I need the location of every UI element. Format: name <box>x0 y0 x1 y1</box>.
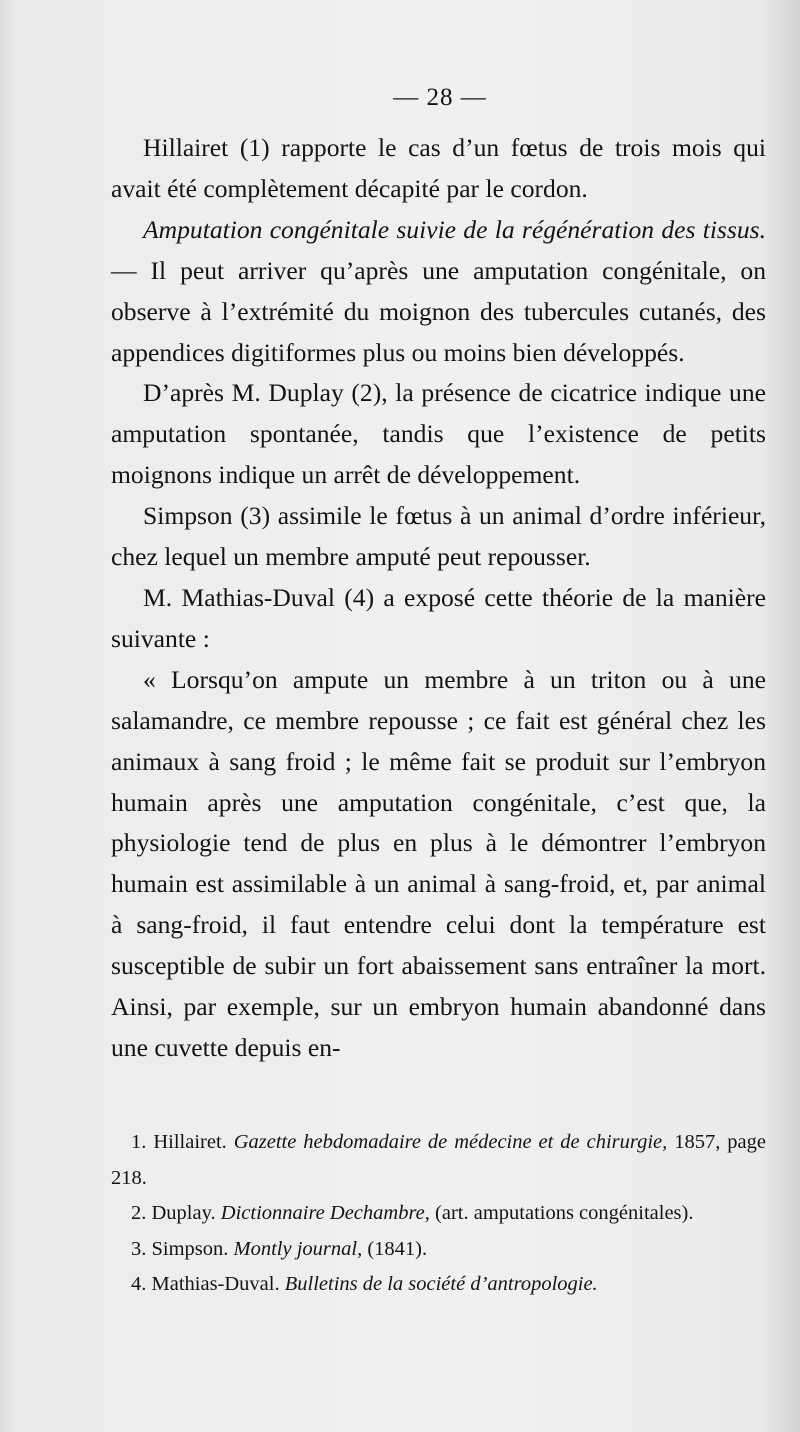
footnote-3 <box>111 1232 766 1268</box>
paragraph-amputation-text: — Il peut arriver qu’après une amputation congénitale, on observe à l’extrémité du moignon des tubercules cutanés, des appendices digitiformes plus ou moins bien développés. <box>111 255 766 367</box>
paragraph-duplay: D’après M. Duplay (2), la présence de cicatrice indique une amputation spontanée, tandis que l’existence de petits moignons indique un arrêt de développement. <box>111 378 766 490</box>
footnote-2 <box>111 1196 766 1232</box>
footnote-4-lead: 4. Mathias-Duval. <box>131 1273 285 1295</box>
paragraph-quote: « Lorsqu’on ampute un membre à un triton ou à une salamandre, ce membre repousse ; ce fait est général chez les animaux à sang froid ; le même fait se produit sur l’embryon humain après une amputation congénitale, c’est que, la physiologie tend de plus en plus à le démontrer l’embryon humain est assimilable à un animal à sang-froid, et, par animal à sang-froid, il faut entendre celui dont la température est susceptible de subir un fort abaissement sans entraîner la mort. Ainsi, par exemple, sur un embryon humain abandonné dans une cuvette depuis en- <box>111 664 766 1062</box>
footnote-1-title: Gazette hebdomadaire de médecine et de chirurgie, <box>233 1131 668 1153</box>
footnotes <box>111 1125 766 1303</box>
footnote-1-lead: 1. Hillairet. <box>131 1131 234 1153</box>
page-number: — 28 — <box>393 84 487 111</box>
paragraph-simpson: Simpson (3) assimile le fœtus à un animal d’ordre inférieur, chez lequel un membre amputé peut repousser. <box>111 501 766 572</box>
footnote-4 <box>111 1267 766 1303</box>
footnote-3-rest: (1841). <box>362 1237 428 1260</box>
section-heading: Amputation congénitale suivie de la régénération des tissus. <box>143 214 766 244</box>
footnote-2-rest: (art. amputations congénitales). <box>429 1202 694 1224</box>
footnote-3-title: Montly journal, <box>233 1237 363 1260</box>
paragraph-hillairet: Hillairet (1) rapporte le cas d’un fœtus de trois mois qui avait été complètement décapité par le cordon. <box>111 133 766 203</box>
paragraph-mathias-duval: M. Mathias-Duval (4) a exposé cette théorie de la manière suivante : <box>111 582 766 653</box>
footnote-1-rest: 1857, page 218. <box>111 1131 766 1189</box>
main-text <box>111 128 766 1069</box>
footnote-1 <box>111 1125 766 1196</box>
paragraph-amputation <box>111 210 766 374</box>
footnote-3-lead: 3. Simpson. <box>131 1237 234 1260</box>
footnote-4-title: Bulletins de la société d’antropologie. <box>284 1273 598 1295</box>
footnote-2-lead: 2. Duplay. <box>131 1202 221 1224</box>
footnote-2-title: Dictionnaire Dechambre, <box>220 1202 430 1224</box>
